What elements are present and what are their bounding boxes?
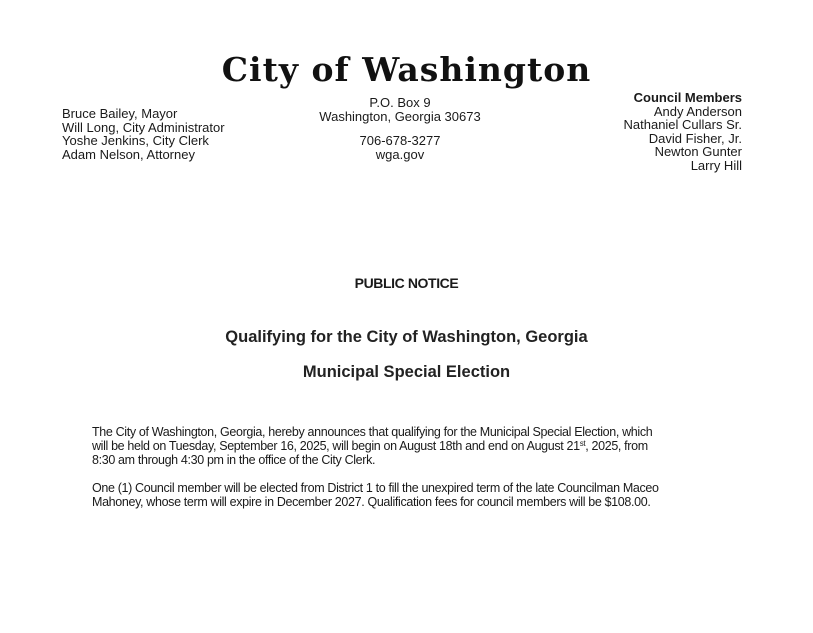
city-state-zip: Washington, Georgia 30673: [319, 109, 481, 124]
line-text: , 2025, from: [585, 439, 648, 453]
election-subtitle: Municipal Special Election: [302, 363, 511, 381]
official-clerk: Yoshe Jenkins, City Clerk: [62, 133, 209, 148]
council-member: Nathaniel Cullars Sr.: [623, 117, 742, 132]
paragraph-line: One (1) Council member will be elected from District 1 to fill the unexpired term of the late Councilman Maceo: [92, 481, 659, 495]
council-member: Newton Gunter: [654, 144, 742, 159]
council-member: Larry Hill: [690, 157, 742, 173]
paragraph-line: Mahoney, whose term will expire in December 2027. Qualification fees for council members will be $108.00.: [92, 495, 651, 509]
council-members-list: [624, 91, 743, 172]
phone-number: 706-678-3277: [359, 133, 441, 148]
city-title: City of Washington: [221, 50, 592, 89]
public-notice-heading: PUBLIC NOTICE: [354, 275, 459, 291]
po-box: P.O. Box 9: [369, 95, 431, 110]
paragraph-line: 8:30 am through 4:30 pm in the office of the City Clerk.: [92, 453, 376, 467]
council-heading: Council Members: [633, 90, 742, 105]
line-text: will be held on Tuesday, September 16, 2025, will begin on August 18th and end on August 21: [92, 439, 580, 453]
official-attorney: Adam Nelson, Attorney: [62, 146, 195, 162]
council-member: David Fisher, Jr.: [648, 130, 742, 146]
paragraph-line: [92, 439, 732, 453]
paragraph-line: The City of Washington, Georgia, hereby announces that qualifying for the Municipal Special Election, which: [92, 425, 653, 439]
official-mayor: Bruce Bailey, Mayor: [62, 106, 178, 121]
official-administrator: Will Long, City Administrator: [62, 119, 225, 135]
council-seat-paragraph: [92, 481, 732, 509]
website: wga.gov: [375, 147, 425, 162]
qualifying-paragraph: [92, 425, 732, 467]
address-block: [290, 96, 510, 162]
notice-subtitle: Qualifying for the City of Washington, Georgia: [225, 328, 588, 346]
officials-list: [62, 107, 225, 161]
council-member: Andy Anderson: [653, 103, 742, 119]
ordinal-suffix: st: [579, 439, 586, 448]
